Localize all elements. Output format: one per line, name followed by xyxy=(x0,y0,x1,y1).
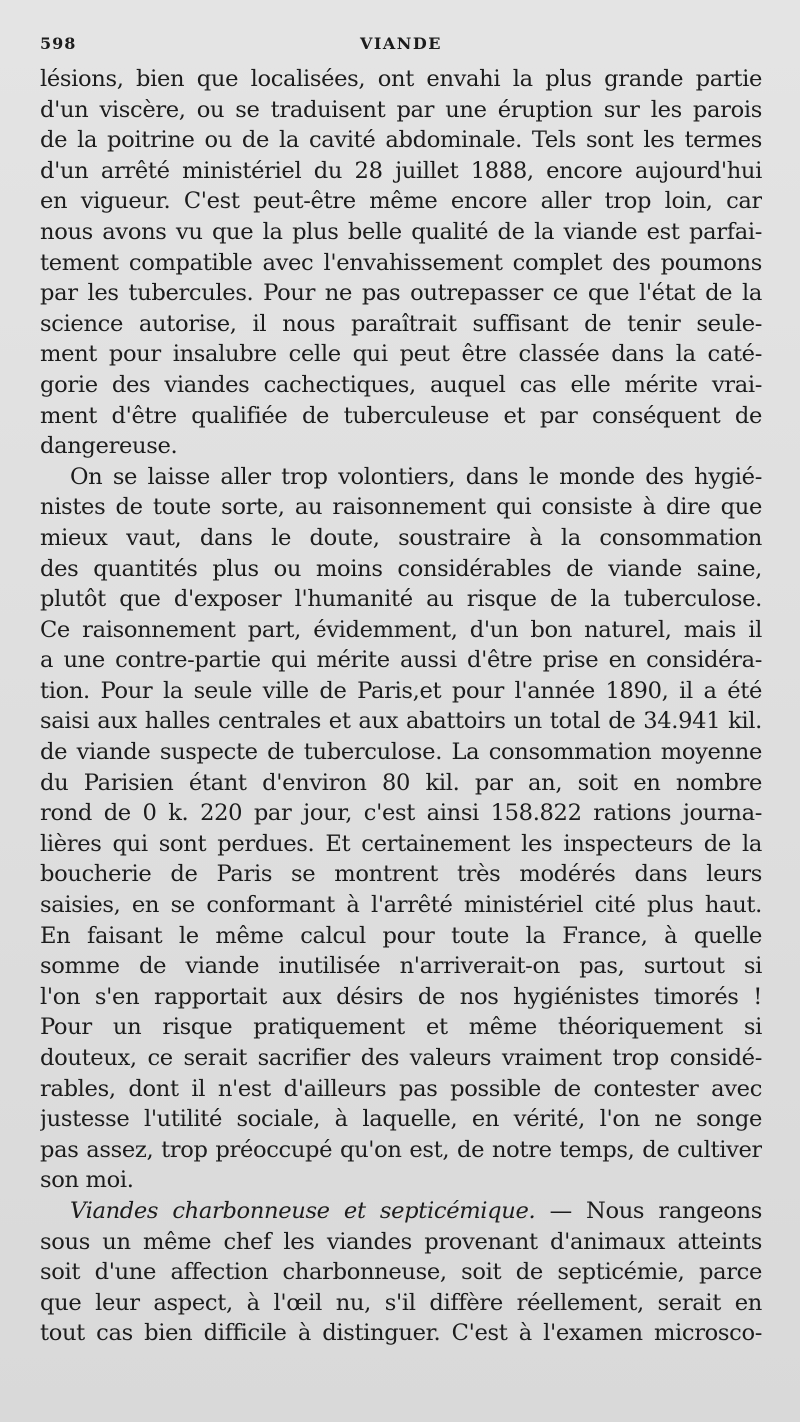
running-head xyxy=(40,30,762,64)
text-line: plutôt que d'exposer l'humanité au risque de la tuberculose. xyxy=(40,586,762,613)
text-line: en vigueur. C'est peut-être même encore aller trop loin, car xyxy=(40,188,762,215)
text-line: En faisant le même calcul pour toute la France, à quelle xyxy=(40,922,762,949)
text-line: Ce raisonnement part, évidemment, d'un bon naturel, mais il xyxy=(40,616,762,643)
text-line: d'un arrêté ministériel du 28 juillet 1888, encore aujourd'hui xyxy=(40,157,762,184)
text-line: lésions, bien que localisées, ont envahi la plus grande partie xyxy=(40,66,762,92)
text-line: douteux, ce serait sacrifier des valeurs vraiment trop considé- xyxy=(40,1045,762,1071)
text-line: son moi. xyxy=(40,1167,134,1194)
text-line: saisies, en se conformant à l'arrêté ministériel cité plus haut. xyxy=(40,892,762,919)
text-line: Pour un risque pratiquement et même théoriquement si xyxy=(40,1014,762,1041)
text-line: a une contre-partie qui mérite aussi d'être prise en considéra- xyxy=(40,647,762,674)
text-line: du Parisien étant d'environ 80 kil. par an, soit en nombre xyxy=(40,769,762,796)
text-line: rables, dont il n'est d'ailleurs pas possible de contester avec xyxy=(40,1075,762,1102)
text-line: par les tubercules. Pour ne pas outrepasser ce que l'état de la xyxy=(40,280,762,307)
text-line: tement compatible avec l'envahissement complet des poumons xyxy=(40,249,762,276)
text-line: tion. Pour la seule ville de Paris,et pour l'année 1890, il a été xyxy=(40,677,762,704)
text-line: des quantités plus ou moins considérables de viande saine, xyxy=(40,555,762,582)
body-text xyxy=(40,64,762,1349)
text-line: ment d'être qualifiée de tuberculeuse et par conséquent de xyxy=(40,402,762,429)
text-line: de la poitrine ou de la cavité abdominale. Tels sont les termes xyxy=(40,127,762,154)
text-line: saisi aux halles centrales et aux abattoirs un total de 34.941 kil. xyxy=(40,708,762,735)
text-line: d'un viscère, ou se traduisent par une éruption sur les parois xyxy=(40,96,762,123)
text-line: gorie des viandes cachectiques, auquel cas elle mérite vrai- xyxy=(40,371,762,398)
text-line: soit d'une affection charbonneuse, soit de septicémie, parce xyxy=(40,1259,762,1286)
text-line: somme de viande inutilisée n'arriverait-on pas, surtout si xyxy=(40,953,762,980)
text-line: nistes de toute sorte, au raisonnement qui consiste à dire que xyxy=(40,494,762,521)
text-line: ment pour insalubre celle qui peut être classée dans la caté- xyxy=(40,341,762,368)
text-line xyxy=(40,1196,762,1227)
text-line: sous un même chef les viandes provenant d'animaux atteints xyxy=(40,1228,762,1255)
text-line: l'on s'en rapportait aux désirs de nos hygiénistes timorés ! xyxy=(40,983,762,1010)
text-line: On se laisse aller trop volontiers, dans le monde des hygié- xyxy=(70,463,762,490)
text-line: mieux vaut, dans le doute, soustraire à la consommation xyxy=(40,524,762,551)
text-line: de viande suspecte de tuberculose. La consommation moyenne xyxy=(40,739,762,766)
text-line: boucherie de Paris se montrent très modérés dans leurs xyxy=(40,861,762,888)
text-line: dangereuse. xyxy=(40,433,178,460)
text-line: science autorise, il nous paraîtrait suffisant de tenir seule- xyxy=(40,310,762,337)
text-line: que leur aspect, à l'œil nu, s'il diffère réellement, serait en xyxy=(40,1289,762,1316)
text-line: pas assez, trop préoccupé qu'on est, de notre temps, de cultiver xyxy=(40,1136,762,1163)
text-span: — Nous rangeons xyxy=(535,1197,762,1224)
text-line: tout cas bien difficile à distinguer. C'est à l'examen microsco- xyxy=(40,1320,762,1347)
subsection-heading: Viandes charbonneuse et septicémique. xyxy=(70,1197,536,1224)
text-line: nous avons vu que la plus belle qualité de la viande est parfai- xyxy=(40,218,762,245)
text-line: justesse l'utilité sociale, à laquelle, en vérité, l'on ne songe xyxy=(40,1106,762,1133)
text-line: lières qui sont perdues. Et certainement les inspecteurs de la xyxy=(40,830,762,857)
page-number: 598 xyxy=(40,34,77,53)
text-line: rond de 0 k. 220 par jour, c'est ainsi 158.822 rations journa- xyxy=(40,800,762,827)
section-title: VIANDE xyxy=(359,34,442,53)
